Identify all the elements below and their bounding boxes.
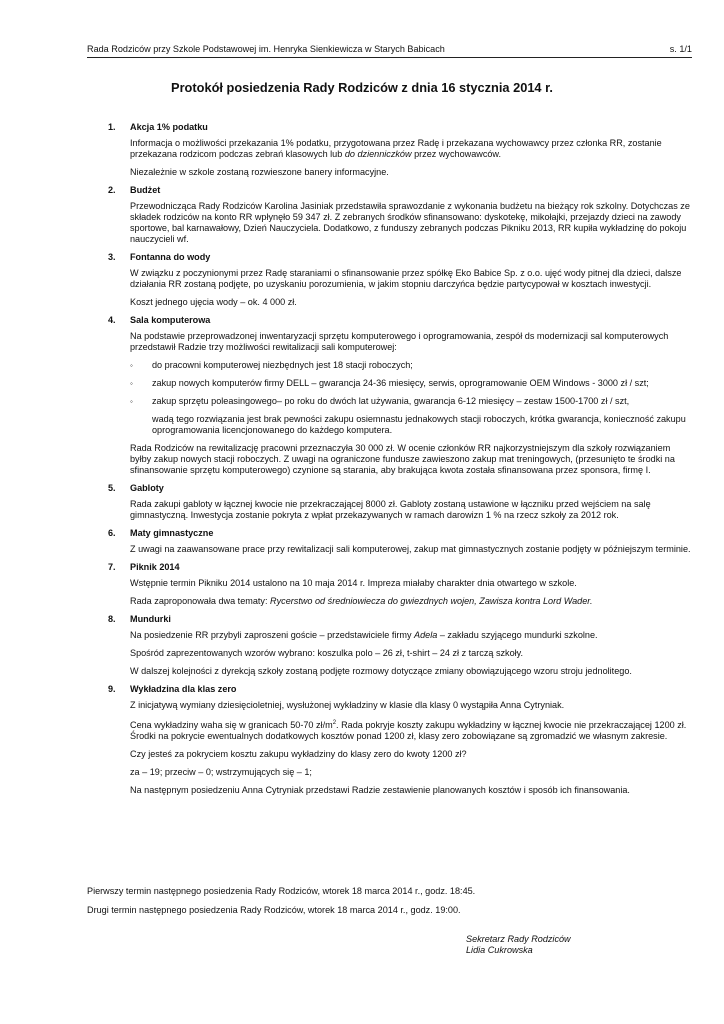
list-item — [130, 396, 692, 407]
section-9-heading — [108, 684, 692, 695]
section-title: Fontanna do wody — [130, 252, 211, 262]
emphasis-text: Adela — [414, 630, 438, 640]
list-item-continuation: wadą tego rozwiązania jest brak pewności zakupu osiemnastu jednakowych stacji roboczych, krótka gwarancja, konieczność zakupu oprogramowania licencjonowanego do każdego komputera. — [152, 414, 686, 435]
section-5-heading — [108, 483, 692, 494]
list-item-text: zakup sprzętu poleasingowego– po roku do dwóch lat używania, gwarancja 6-12 miesięcy – zestaw 1500-1700 zł / szt, — [152, 396, 630, 406]
signature-block — [466, 934, 571, 956]
paragraph: Z uwagi na zaawansowane prace przy rewitalizacji sali komputerowej, zakup mat gimnastycznych zostanie podjęty w późniejszym terminie. — [130, 544, 691, 554]
section-number: 1. — [108, 122, 116, 132]
section-6 — [108, 528, 692, 555]
section-number: 2. — [108, 185, 116, 195]
text-run: Cena wykładziny waha się w granicach 50-70 zł/m — [130, 720, 333, 731]
text-run: . Rada pokryje koszty zakupu wykładziny w łącznej kwocie nie przekraczającej 1200 zł. Środki na pokrycie ewentualnych dodatkowych kosztów ponad 1200 zł, klasy zero zobowiązane są zgromadzić we własnym zakresie. — [130, 720, 687, 742]
protocol-body — [108, 122, 692, 803]
text-run: – zakładu szyjącego mundurki szkolne. — [437, 630, 598, 640]
list-item — [130, 378, 692, 389]
section-number: 6. — [108, 528, 116, 538]
emphasis-text: do dzienniczków — [344, 149, 412, 159]
section-title: Mundurki — [130, 614, 171, 624]
section-number: 5. — [108, 483, 116, 493]
section-number: 9. — [108, 684, 116, 694]
section-8-heading — [108, 614, 692, 625]
list-item-text: do pracowni komputerowej niezbędnych jest 18 stacji roboczych; — [152, 360, 413, 370]
section-title: Gabloty — [130, 483, 164, 493]
paragraph: za – 19; przeciw – 0; wstrzymujących się – 1; — [130, 767, 312, 778]
paragraph: Przewodnicząca Rady Rodziców Karolina Jasiniak przedstawiła sprawozdanie z wykonania budżetu na bieżący rok szkolny. Dotychczas ze składek rodziców na konto RR wpłynęło 59 347 zł. Z zebranych środków sfinansowano: dyskotekę, mikołajki, przejazdy dzieci na zawody sportowe, bal karnawałowy, Dzień Nauczyciela. Dodatkowo, z funduszy zebranych podczas Pikniku 2013, RR kupiła wykładzinę do pokoju nauczycieli wf. — [130, 201, 690, 244]
paragraph: Spośród zaprezentowanych wzorów wybrano: koszulka polo – 26 zł, t-shirt – 24 zł z tarczą szkoły. — [130, 648, 524, 658]
section-title: Sala komputerowa — [130, 315, 211, 325]
section-title: Wykładzina dla klas zero — [130, 684, 237, 694]
section-5 — [108, 483, 692, 521]
text-run: Rada zaproponowała dwa tematy: — [130, 596, 271, 606]
header-page-number: s. 1/1 — [669, 44, 692, 54]
paragraph: Na podstawie przeprowadzonej inwentaryzacji sprzętu komputerowego i oprogramowania, zespół ds modernizacji sal komputerowych przedstawił Radzie trzy możliwości rewitalizacji sali komputerowej: — [130, 331, 669, 352]
signature-name: Lidia Cukrowska — [466, 945, 533, 955]
bullet-icon: ◦ — [130, 397, 133, 406]
section-number: 7. — [108, 562, 116, 572]
section-4-heading — [108, 315, 692, 326]
paragraph — [130, 630, 692, 641]
section-title: Budżet — [130, 185, 161, 195]
page-header — [87, 44, 692, 58]
bullet-icon: ◦ — [130, 361, 133, 370]
bullet-icon: ◦ — [130, 379, 133, 388]
next-meeting-info — [87, 886, 692, 924]
section-title: Akcja 1% podatku — [130, 122, 208, 132]
paragraph: Rada Rodziców na rewitalizację pracowni przeznaczyła 30 000 zł. W ocenie członków RR najkorzystniejszym dla szkoły rozwiązaniem byłby zakup nowych stacji roboczych. Z uwagi na ograniczone fundusze zawieszono zakup mat treningowych, (przesunięto te środki na sfinansowanie sprzętu komputerowego) czynione są starania, aby brakująca kwota została sfinansowana przez sponsora, firmę I. — [130, 443, 675, 475]
document-title: Protokół posiedzenia Rady Rodziców z dnia 16 stycznia 2014 r. — [171, 80, 553, 95]
section-3 — [108, 252, 692, 308]
paragraph — [130, 596, 692, 607]
paragraph: Rada zakupi gabloty w łącznej kwocie nie przekraczającej 8000 zł. Gabloty zostaną ustawione w łączniku przed wejściem na salę gimnastyczną. Inwestycja zostanie pokryta z wpłat przekazywanych w ramach darowizn 1 % na rzecz szkoły za 2012 rok. — [130, 499, 651, 520]
section-number: 8. — [108, 614, 116, 624]
second-term-text: Drugi termin następnego posiedzenia Rady Rodziców, wtorek 18 marca 2014 r., godz. 19:00. — [87, 905, 461, 915]
section-8 — [108, 614, 692, 677]
paragraph: Z inicjatywą wymiany dziesięcioletniej, wysłużonej wykładziny w klasie dla klasy 0 wystąpiła Anna Cytryniak. — [130, 700, 565, 710]
text-run: Na posiedzenie RR przybyli zaproszeni goście – przedstawiciele firmy — [130, 630, 415, 640]
section-9 — [108, 684, 692, 796]
section-number: 3. — [108, 252, 116, 262]
list-item — [130, 360, 692, 371]
header-organization: Rada Rodziców przy Szkole Podstawowej im. Henryka Sienkiewicza w Starych Babicach — [87, 44, 445, 54]
text-run: przez wychowawców. — [411, 149, 502, 159]
section-7-heading — [108, 562, 692, 573]
section-1-heading — [108, 122, 692, 133]
first-term-text: Pierwszy termin następnego posiedzenia Rady Rodziców, wtorek 18 marca 2014 r., godz. 18:45. — [87, 886, 476, 896]
section-1 — [108, 122, 692, 178]
section-3-heading — [108, 252, 692, 263]
section-7 — [108, 562, 692, 607]
emphasis-text: Rycerstwo od średniowiecza do gwiezdnych wojen, Zawisza kontra Lord Wader. — [270, 596, 593, 606]
section-title: Maty gimnastyczne — [130, 528, 214, 538]
signature-role: Sekretarz Rady Rodziców — [466, 934, 571, 944]
paragraph: W związku z poczynionymi przez Radę staraniami o sfinansowanie przez spółkę Eko Babice Sp. z o.o. ujęć wody pitnej dla dzieci, dalsze działania RR zostaną podjęte, po uzyskaniu porozumienia, w jakim stopniu darczyńca będzie partycypował w kosztach inwestycji. — [130, 268, 682, 289]
section-2 — [108, 185, 692, 245]
paragraph: Wstępnie termin Pikniku 2014 ustalono na 10 maja 2014 r. Impreza miałaby charakter dnia otwartego w szkole. — [130, 578, 577, 588]
section-2-heading — [108, 185, 692, 196]
text-run: Informacja o możliwości przekazania 1% podatku, przygotowana przez Radę i przekazana wychowawcy przez członka RR, zostanie przekazana rodzicom podczas zebrań klasowych lub — [130, 138, 662, 159]
list-item-text: zakup nowych komputerów firmy DELL – gwarancja 24-36 miesięcy, serwis, oprogramowanie OEM Windows - 3000 zł / szt; — [152, 378, 649, 388]
paragraph: Niezależnie w szkole zostaną rozwieszone banery informacyjne. — [130, 167, 389, 177]
paragraph — [130, 138, 692, 160]
superscript: 2 — [332, 720, 337, 726]
section-4 — [108, 315, 692, 476]
paragraph: Czy jesteś za pokryciem kosztu zakupu wykładziny do klasy zero do kwoty 1200 zł? — [130, 749, 467, 760]
section-title: Piknik 2014 — [130, 562, 180, 572]
section-number: 4. — [108, 315, 116, 325]
paragraph: Na następnym posiedzeniu Anna Cytryniak przedstawi Radzie zestawienie planowanych kosztów i sposób ich finansowania. — [130, 785, 630, 796]
paragraph — [130, 718, 692, 742]
paragraph: W dalszej kolejności z dyrekcją szkoły zostaną podjęte rozmowy dotyczące zmiany obowiązującego wzoru stroju jednolitego. — [130, 666, 632, 676]
section-6-heading — [108, 528, 692, 539]
paragraph: Koszt jednego ujęcia wody – ok. 4 000 zł. — [130, 297, 297, 307]
